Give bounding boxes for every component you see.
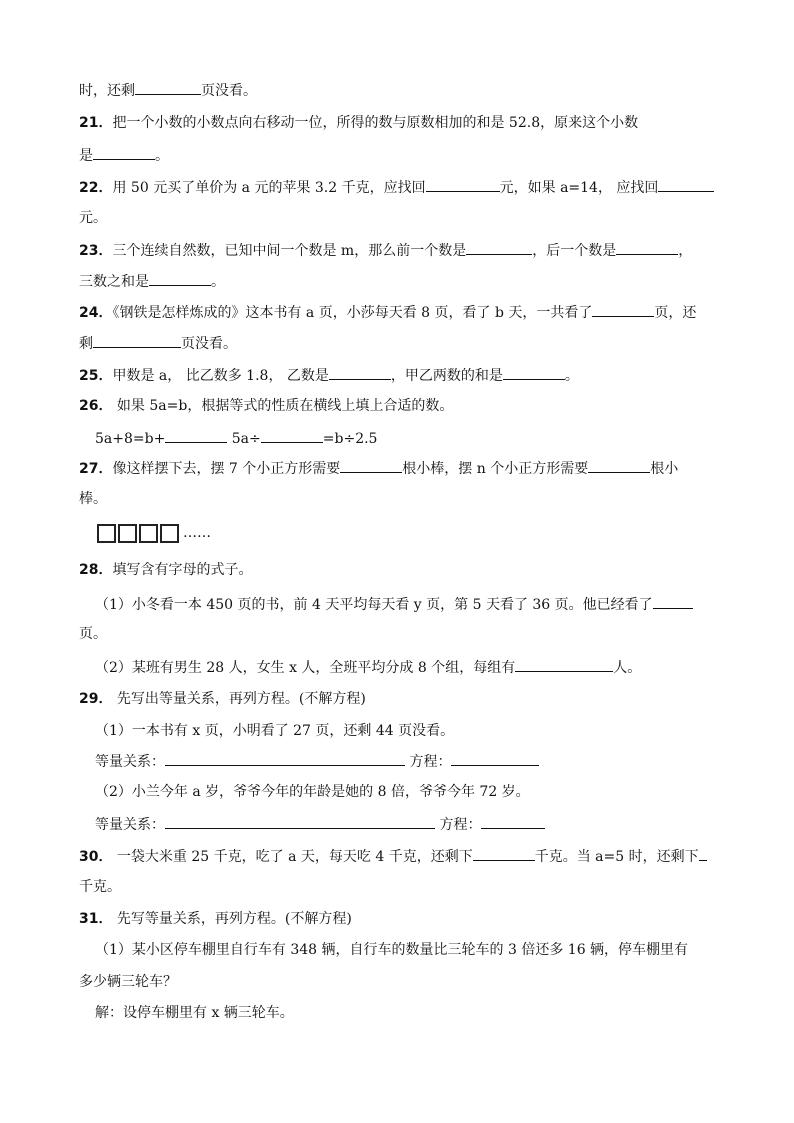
- question-text: 方程：: [405, 754, 452, 770]
- question-number: 28．: [79, 562, 113, 578]
- question-text: 剩: [79, 336, 93, 352]
- answer-blank[interactable]: [165, 751, 405, 766]
- question-text: 等量关系：: [95, 817, 165, 833]
- question-text: 三数之和是: [79, 274, 149, 290]
- question-text: （1）一本书有 x 页，小明看了 27 页，还剩 44 页没看。: [95, 723, 455, 739]
- text-line: [95, 940, 688, 960]
- text-line: [79, 489, 107, 509]
- question-text: 5a+8=b+: [95, 431, 166, 447]
- question-number: 26．: [79, 398, 113, 414]
- answer-blank[interactable]: [658, 177, 714, 192]
- question-number: 21．: [79, 115, 113, 131]
- question-number: 30．: [79, 849, 113, 865]
- text-line: [79, 177, 714, 198]
- question-number: 29．: [79, 691, 113, 707]
- text-line: [79, 333, 237, 354]
- question-text: 《钢铁是怎样炼成的》这本书有 a 页，小莎每天看 8 页，看了 b 天，一共看了: [112, 305, 593, 321]
- text-line: [95, 721, 454, 741]
- question-text: ，: [678, 243, 693, 259]
- answer-blank[interactable]: [93, 333, 181, 348]
- text-line: [79, 877, 121, 897]
- answer-blank[interactable]: [93, 145, 155, 160]
- question-text: 棒。: [79, 491, 107, 507]
- question-text: 多少辆三轮车？: [79, 974, 177, 990]
- question-text: 是: [79, 148, 93, 164]
- question-text: 根小棒，摆 n 个小正方形需要: [402, 461, 589, 477]
- answer-blank[interactable]: [616, 240, 678, 255]
- question-text: 。: [155, 148, 169, 164]
- answer-blank[interactable]: [426, 177, 500, 192]
- text-line: [95, 782, 530, 802]
- text-line: [95, 751, 539, 772]
- question-text: 甲数是 a， 比乙数多 1.8， 乙数是: [112, 368, 329, 384]
- question-number: 24．: [79, 305, 113, 321]
- question-text: 填写含有字母的式子。: [112, 562, 253, 578]
- text-line: [95, 657, 641, 678]
- text-line: [79, 689, 366, 709]
- square: [97, 524, 116, 543]
- question-text: 先写等量关系，再列方程。(不解方程): [112, 911, 352, 927]
- text-line: [95, 814, 545, 835]
- question-text: 用 50 元买了单价为 a 元的苹果 3.2 千克，应找回: [112, 180, 426, 196]
- question-text: 。: [564, 368, 579, 384]
- text-line: [79, 240, 692, 261]
- question-text: 把一个小数的小数点向右移动一位，所得的数与原数相加的和是 52.8，原来这个小数: [112, 115, 639, 131]
- question-number: 23．: [79, 243, 113, 259]
- question-text: 三个连续自然数，已知中间一个数是 m，那么前一个数是: [112, 243, 467, 259]
- question-text: 解：设停车棚里有 x 辆三轮车。: [95, 1005, 294, 1021]
- answer-blank[interactable]: [340, 458, 402, 473]
- answer-blank[interactable]: [503, 365, 565, 380]
- answer-blank[interactable]: [481, 814, 545, 829]
- answer-blank[interactable]: [261, 428, 323, 443]
- ellipsis: ……: [183, 525, 211, 541]
- question-text: 页，还: [654, 305, 697, 321]
- question-text: 5a÷: [227, 431, 261, 447]
- answer-blank[interactable]: [329, 365, 391, 380]
- text-line: [79, 208, 107, 228]
- text-line: [79, 846, 707, 867]
- answer-blank[interactable]: [466, 240, 532, 255]
- question-text: （1）小冬看一本 450 页的书，前 4 天平均每天看 y 页，第 5 天看了 36 页。他已经看了: [95, 597, 653, 613]
- question-text: 千克。: [79, 879, 121, 895]
- question-text: 页没看。: [181, 336, 237, 352]
- answer-blank[interactable]: [451, 751, 539, 766]
- question-text: 如果 5a=b，根据等式的性质在横线上填上合适的数。: [112, 398, 454, 414]
- answer-blank[interactable]: [165, 428, 227, 443]
- question-text: 方程：: [435, 817, 482, 833]
- question-text: 先写出等量关系，再列方程。(不解方程): [112, 691, 366, 707]
- text-line: [79, 909, 352, 929]
- text-line: [79, 113, 638, 133]
- question-text: 人。: [613, 660, 642, 676]
- answer-blank[interactable]: [588, 458, 650, 473]
- answer-blank[interactable]: [699, 846, 707, 861]
- question-text: 元，如果 a=14， 应找回: [499, 180, 659, 196]
- question-text: （2）小兰今年 a 岁，爷爷今年的年龄是她的 8 倍，爷爷今年 72 岁。: [95, 784, 530, 800]
- answer-blank[interactable]: [135, 80, 201, 95]
- question-text: 千克。当 a=5 时，还剩下: [534, 849, 699, 865]
- question-text: 根小: [650, 461, 679, 477]
- square: [139, 524, 158, 543]
- question-text: =b÷2.5: [322, 431, 378, 447]
- question-text: 等量关系：: [95, 754, 165, 770]
- text-line: [79, 972, 177, 992]
- question-number: 31．: [79, 911, 113, 927]
- question-text: 一袋大米重 25 千克，吃了 a 天，每天吃 4 千克，还剩下: [112, 849, 473, 865]
- answer-blank[interactable]: [653, 594, 693, 609]
- question-number: 22．: [79, 180, 113, 196]
- text-line: [79, 396, 453, 416]
- question-text: 页。: [79, 626, 107, 642]
- question-text: 像这样摆下去，摆 7 个小正方形需要: [112, 461, 341, 477]
- text-line: [95, 594, 693, 615]
- question-text: 时，还剩: [79, 83, 135, 99]
- text-line: [79, 80, 257, 101]
- square: [118, 524, 137, 543]
- text-line: [79, 302, 696, 323]
- question-number: 25．: [79, 368, 113, 384]
- text-line: [79, 365, 579, 386]
- matchstick-squares-figure: [97, 522, 211, 544]
- answer-blank[interactable]: [515, 657, 613, 672]
- text-line: [79, 624, 107, 644]
- text-line: [95, 428, 377, 449]
- text-line: [95, 1003, 294, 1023]
- answer-blank[interactable]: [592, 302, 654, 317]
- question-text: 元。: [79, 210, 107, 226]
- question-text: 页没看。: [201, 83, 257, 99]
- text-line: [79, 271, 225, 292]
- text-line: [79, 560, 252, 580]
- answer-blank[interactable]: [165, 814, 435, 829]
- question-text: ，后一个数是: [532, 243, 617, 259]
- answer-blank[interactable]: [473, 846, 535, 861]
- question-text: （2）某班有男生 28 人，女生 x 人，全班平均分成 8 个组，每组有: [95, 660, 516, 676]
- question-text: ，甲乙两数的和是: [390, 368, 503, 384]
- answer-blank[interactable]: [149, 271, 211, 286]
- question-text: 。: [211, 274, 225, 290]
- text-line: [79, 458, 678, 479]
- question-number: 27．: [79, 461, 113, 477]
- square: [160, 524, 179, 543]
- text-line: [79, 145, 169, 166]
- question-text: （1）某小区停车棚里自行车有 348 辆，自行车的数量比三轮车的 3 倍还多 16 辆，停车棚里有: [95, 942, 689, 958]
